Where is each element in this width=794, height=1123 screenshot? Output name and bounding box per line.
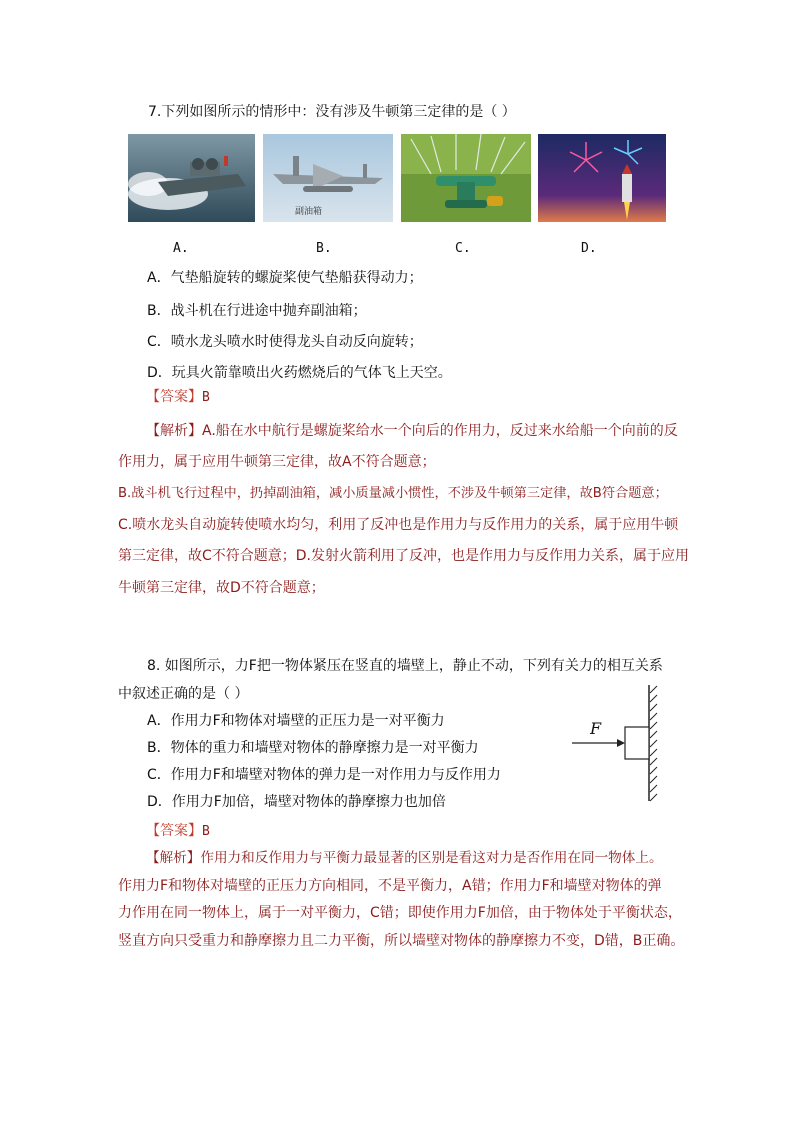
image-label-b: B. [316,241,332,256]
q7-option-d: D．玩具火箭靠喷出火药燃烧后的气体飞上天空。 [147,365,452,381]
q7-analysis-line: 【解析】A.船在水中航行是螺旋桨给水一个向后的作用力，反过来水给船一个向前的反 [146,423,678,439]
q7-analysis-line: 第三定律，故C不符合题意；D.发射火箭利用了反冲，也是作用力与反作用力关系，属于应用 [118,548,690,564]
q8-stem: 中叙述正确的是（ ） [118,686,249,702]
answer-tag: 【答案】 [146,389,202,405]
q7-stem: 7.下列如图所示的情形中：没有涉及牛顿第三定律的是（ ） [148,104,516,120]
fireworks-image [538,134,666,222]
image-label-c: C. [455,241,471,256]
q7-analysis-line: 作用力，属于应用牛顿第三定律，故A不符合题意； [118,454,436,470]
q7-answer [146,386,210,406]
q7-analysis-line: C.喷水龙头自动旋转使喷水均匀，利用了反冲也是作用力与反作用力的关系，属于应用牛顿 [118,517,679,533]
q7-analysis-line: B.战斗机飞行过程中，扔掉副油箱，减小质量减小惯性，不涉及牛顿第三定律，故B符合题意； [118,486,668,501]
q8-analysis-line: 作用力F和物体对墙壁的正压力方向相同，不是平衡力，A错；作用力F和墙壁对物体的弹 [118,878,662,894]
force-label: F [590,719,602,738]
answer-value: B [202,824,210,839]
fighter-jet-image [263,134,393,222]
q8-analysis-line: 【解析】作用力和反作用力与平衡力最显著的区别是看这对力是否作用在同一物体上。 [146,850,663,866]
q7-option-a: A．气垫船旋转的螺旋桨使气垫船获得动力； [147,270,423,286]
q7-option-c: C．喷水龙头喷水时使得龙头自动反向旋转； [147,334,423,350]
q8-option-c: C．作用力F和墙壁对物体的弹力是一对作用力与反作用力 [147,767,501,783]
q8-option-b: B．物体的重力和墙壁对物体的静摩擦力是一对平衡力 [147,740,479,756]
force-diagram [568,685,660,803]
image-label-d: D. [581,241,597,256]
q8-option-d: D．作用力F加倍，墙壁对物体的静摩擦力也加倍 [147,794,446,810]
q7-analysis-line: 牛顿第三定律，故D不符合题意； [118,580,325,596]
answer-value: B [202,390,210,405]
hovercraft-image [128,134,255,222]
answer-tag: 【答案】 [146,823,202,839]
q8-option-a: A．作用力F和物体对墙壁的正压力是一对平衡力 [147,713,445,729]
q8-answer [146,820,210,840]
q8-stem: 8. 如图所示，力F把一物体紧压在竖直的墙壁上，静止不动，下列有关力的相互关系 [147,658,663,674]
q8-analysis-line: 力作用在同一物体上，属于一对平衡力，C错；即使作用力F加倍，由于物体处于平衡状态， [118,905,682,921]
q8-analysis-line: 竖直方向只受重力和静摩擦力且二力平衡，所以墙壁对物体的静摩擦力不变，D错，B正确。 [118,933,685,949]
image-label-a: A. [173,241,189,256]
sprinkler-image [401,134,531,222]
q7-option-b: B．战斗机在行进途中抛弃副油箱； [147,303,367,319]
image-b-caption: 副油箱 [295,207,323,217]
